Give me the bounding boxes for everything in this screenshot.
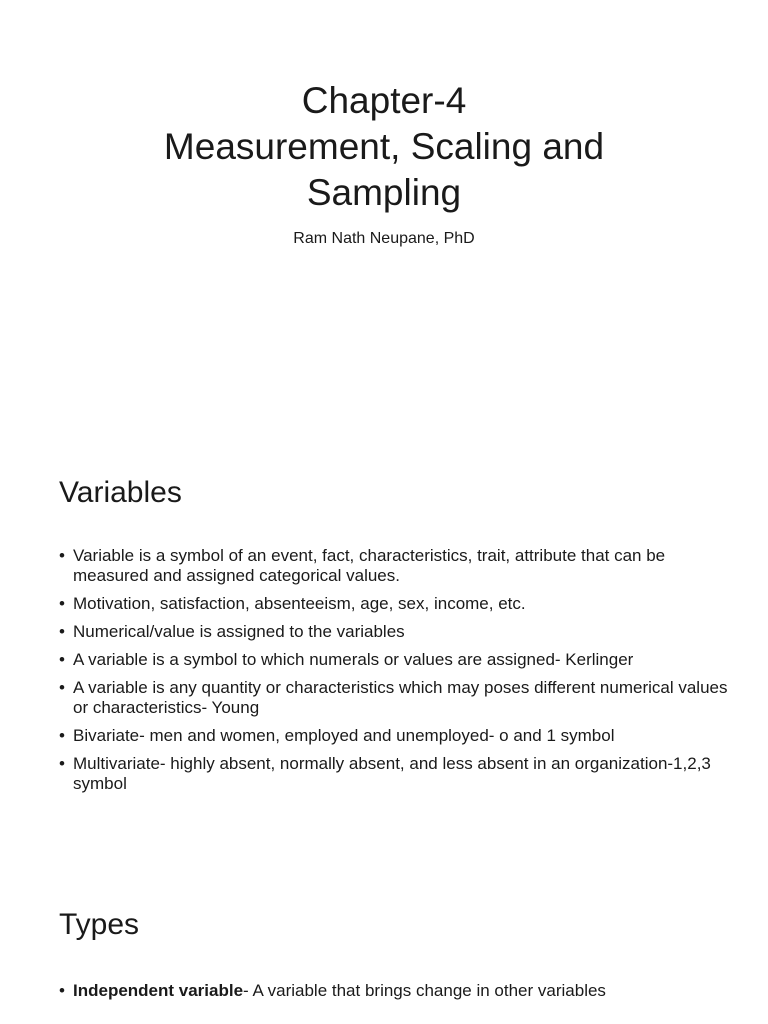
list-item: • A variable is a symbol to which numerals or values are assigned- Kerlinger	[59, 650, 739, 670]
slide-heading-variables: Variables	[59, 476, 182, 509]
slide-types	[0, 864, 768, 1024]
list-item: • Motivation, satisfaction, absenteeism, age, sex, income, etc.	[59, 594, 739, 614]
list-item: • Bivariate- men and women, employed and unemployed- o and 1 symbol	[59, 726, 739, 746]
term-label: Independent variable	[73, 981, 244, 1000]
term-definition: - A variable that brings change in other variables	[243, 981, 606, 1000]
list-item: • Multivariate- highly absent, normally absent, and less absent in an organization-1,2,3 symbol	[59, 754, 739, 794]
list-item: • Numerical/value is assigned to the variables	[59, 622, 739, 642]
title-line-3: Sampling	[306, 172, 462, 213]
title-line-1: Chapter-4	[301, 80, 467, 121]
author-name: Ram Nath Neupane, PhD	[293, 230, 475, 247]
slide-heading-types: Types	[59, 908, 140, 941]
list-item: • A variable is any quantity or characteristics which may poses different numerical values or characteristics- Young	[59, 678, 739, 718]
list-item	[59, 981, 739, 1001]
variables-bullet-list	[59, 546, 739, 802]
list-item: • Variable is a symbol of an event, fact, characteristics, trait, attribute that can be measured and assigned categorical values.	[59, 546, 739, 586]
slide-variables	[0, 432, 768, 864]
types-bullet-list	[59, 981, 739, 1009]
slide-title-page	[0, 0, 768, 432]
slide-title	[0, 78, 768, 216]
title-line-2: Measurement, Scaling and	[163, 126, 605, 167]
